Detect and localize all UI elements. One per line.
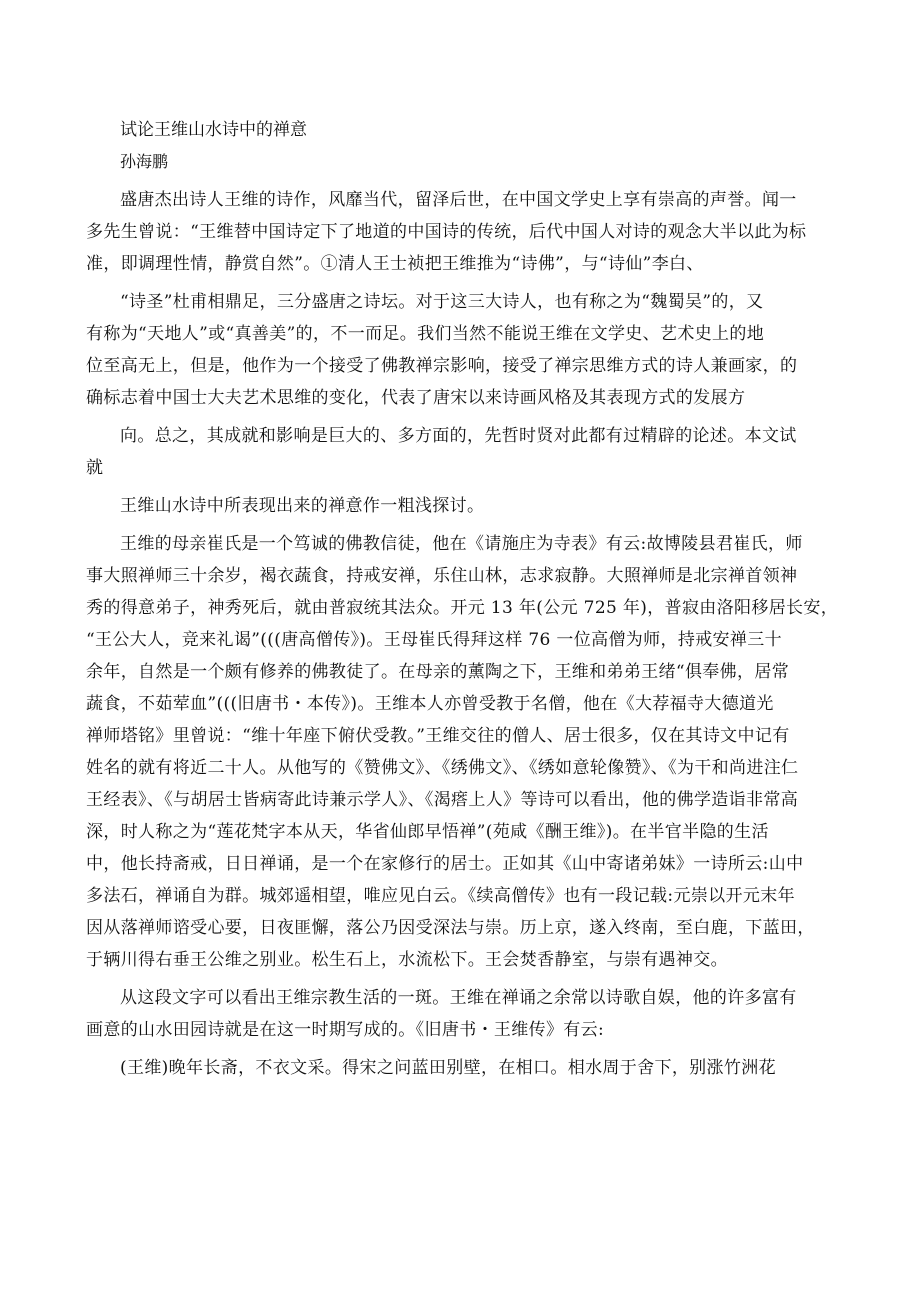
paragraph-intro (86, 184, 854, 280)
text-line: 王维山水诗中所表现出来的禅意作一粗浅探讨。 (120, 496, 485, 516)
text-line: “诗圣”杜甫相鼎足，三分盛唐之诗坛。对于这三大诗人，也有称之为“魏蜀吴”的，又 (120, 292, 764, 312)
text-line: 盛唐杰出诗人王维的诗作，风靡当代，留泽后世，在中国文学史上享有崇高的声誉。闻一 (120, 190, 797, 210)
text-line: 事大照禅师三十余岁，褐衣蔬食，持戒安禅，乐住山林，志求寂静。大照禅师是北宗禅首领神 (86, 566, 798, 586)
text-line: 余年，自然是一个颇有修养的佛教徒了。在母亲的薰陶之下，王维和弟弟王绪“俱奉佛，居常 (86, 662, 790, 682)
text-line: 因从落禅师谘受心要，日夜匪懈，落公乃因受深法与崇。历上京，遂入终南，至白鹿，下蓝田， (86, 918, 815, 938)
text-line: 确标志着中国士大夫艺术思维的变化，代表了唐宋以来诗画风格及其表现方式的发展方 (86, 388, 746, 408)
text-line: 位至高无上，但是，他作为一个接受了佛教禅宗影响，接受了禅宗思维方式的诗人兼画家，的 (86, 356, 798, 376)
text-line: 王经表》、《与胡居士皆病寄此诗兼示学人》、《渴瘩上人》等诗可以看出，他的佛学造诣非常高 (86, 790, 799, 810)
text-line: 王维的母亲崔氏是一个笃诚的佛教信徒，他在《请施庄为寺表》有云:故博陵县君崔氏，师 (120, 534, 803, 554)
paragraph-three-poets (86, 286, 854, 414)
article-title: 试论王维山水诗中的禅意 (120, 120, 307, 140)
paragraph-mother (86, 528, 854, 976)
text-line: 姓名的就有将近二十人。从他写的《赞佛文》、《绣佛文》、《绣如意轮像赞》、《为干和尚进注仁 (86, 758, 799, 778)
text-line: 深，时人称之为“莲花梵字本从天，华省仙郎早悟禅”(苑咸《酬王维》)。在半官半隐的生活 (86, 822, 769, 842)
paragraph-purpose (86, 490, 854, 522)
paragraph-religious-life (86, 982, 854, 1046)
text-line: 就 (86, 458, 104, 478)
text-line: 向。总之，其成就和影响是巨大的、多方面的，先哲时贤对此都有过精辟的论述。本文试 (120, 426, 797, 446)
text-line: 秀的得意弟子，神秀死后，就由普寂统其法众。开元 13 年(公元 725 年)，普寂由洛阳移居长安， (86, 598, 839, 618)
text-line: 于辆川得右垂王公维之别业。松生石上，水流松下。王会焚香静室，与崇有遇神交。 (86, 950, 728, 970)
text-line: 中，他长持斋戒，日日禅诵，是一个在家修行的居士。正如其《山中寄诸弟妹》一诗所云:山中 (86, 854, 804, 874)
paragraph-summary (86, 420, 854, 484)
text-line: 准，即调理性情，静赏自然”。①清人王士祯把王维推为“诗佛”，与“诗仙”李白、 (86, 254, 704, 274)
article-author: 孙海鹏 (120, 152, 169, 171)
text-line: 画意的山水田园诗就是在这一时期写成的。《旧唐书・王维传》有云: (86, 1020, 605, 1040)
text-line: 禅师塔铭》里曾说：“维十年座下俯伏受教。”王维交往的僧人、居士很多，仅在其诗文中记有 (86, 726, 790, 746)
text-line: “王公大人，竞来礼谒”(((唐高僧传》)。王母崔氏得拜这样 76 一位高僧为师，持戒安禅三十 (86, 630, 782, 650)
text-line: 从这段文字可以看出王维宗教生活的一斑。王维在禅诵之余常以诗歌自娱，他的许多富有 (120, 988, 797, 1008)
text-line: (王维)晚年长斋，不衣文采。得宋之问蓝田别壁，在相口。相水周于舍下，别涨竹洲花 (120, 1058, 776, 1078)
paragraph-quote (86, 1052, 854, 1084)
text-line: 有称为“天地人”或“真善美”的，不一而足。我们当然不能说王维在文学史、艺术史上的地 (86, 324, 765, 344)
text-line: 蔬食，不茹荤血”(((旧唐书・本传》)。王维本人亦曾受教于名僧，他在《大荐福寺大德道光 (86, 694, 774, 714)
text-line: 多先生曾说：“王维替中国诗定下了地道的中国诗的传统，后代中国人对诗的观念大半以此为标 (86, 222, 807, 242)
text-line: 多法石，禅诵自为群。城郊遥相望，唯应见白云。《续高僧传》也有一段记载:元崇以开元末年 (86, 886, 795, 906)
